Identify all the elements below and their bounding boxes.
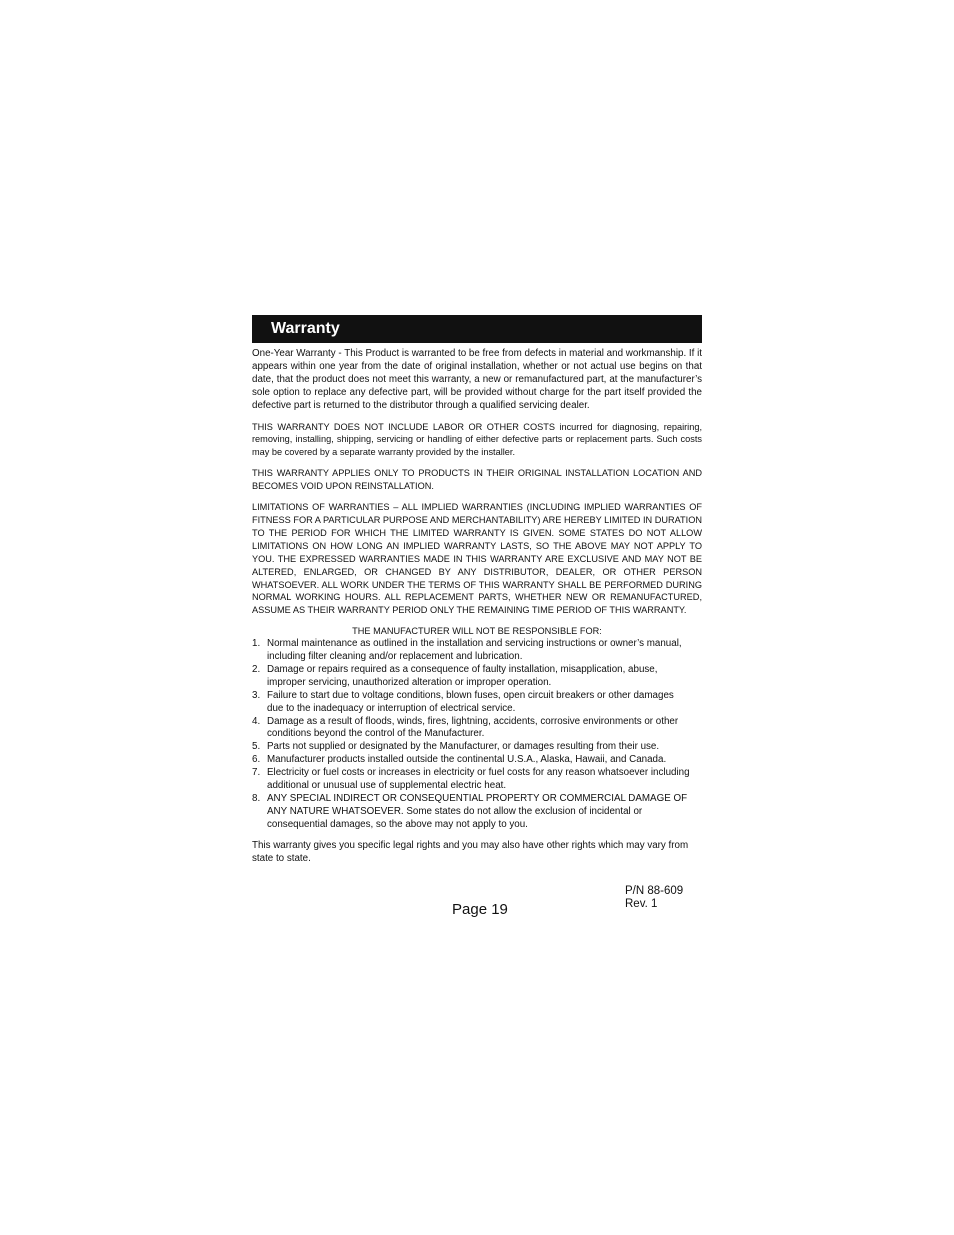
section-title: Warranty xyxy=(271,320,340,337)
list-item-text: ANY SPECIAL INDIRECT OR CONSEQUENTIAL PROPERTY OR COMMERCIAL DAMAGE OF ANY NATURE WHATSOEVER. Some states do not allow the exclusion of incidental or consequential damages, so the above may not apply to you. xyxy=(267,793,688,830)
warranty-paragraph-limitations: LIMITATIONS OF WARRANTIES – ALL IMPLIED WARRANTIES (INCLUDING IMPLIED WARRANTIES OF FITNESS FOR A PARTICULAR PURPOSE AND MERCHANTABILITY) ARE HEREBY LIMITED IN DURATION TO THE PERIOD FOR WHICH THE LIMITED WARRANTY IS GIVEN. SOME STATES DO NOT ALLOW LIMITATIONS ON HOW LONG AN IMPLIED WARRANTY LASTS, SO THE ABOVE MAY NOT APPLY TO YOU. THE EXPRESSED WARRANTIES MADE IN THIS WARRANTY ARE EXCLUSIVE AND MAY NOT BE ALTERED, ENLARGED, OR CHANGED BY ANY DISTRIBUTOR, DEALER, OR OTHER PERSON WHATSOEVER. ALL WORK UNDER THE TERMS OF THIS WARRANTY SHALL BE PERFORMED DURING NORMAL WORKING HOURS. ALL REPLACEMENT PARTS, WHETHER NEW OR REMANUFACTURED, ASSUME AS THEIR WARRANTY PERIOD ONLY THE REMAINING TIME PERIOD OF THIS WARRANTY. xyxy=(252,502,702,616)
list-item xyxy=(252,754,702,767)
list-item-number: 7. xyxy=(252,767,261,779)
list-item-number: 3. xyxy=(252,689,261,701)
warranty-paragraph-one-year: One-Year Warranty - This Product is warranted to be free from defects in material and workmanship. If it appears within one year from the date of original installation, whether or not actual use begins on that date, that the product does not meet this warranty, a new or remanufactured part, at the manufacturer’s sole option to replace any defective part, will be provided without charge for the part itself provided the defective part is returned to the distributor through a qualified servicing dealer. xyxy=(252,348,702,411)
exclusions-list xyxy=(252,638,702,832)
list-item xyxy=(252,767,702,793)
list-item xyxy=(252,690,702,716)
section-title-bar xyxy=(252,315,702,343)
list-item-number: 6. xyxy=(252,754,261,766)
revision: Rev. 1 xyxy=(625,898,658,910)
list-item-number: 1. xyxy=(252,638,261,650)
list-item xyxy=(252,638,702,664)
list-item-number: 8. xyxy=(252,793,261,804)
list-item-text: Normal maintenance as outlined in the installation and servicing instructions or owner’s manual, including filter cleaning and/or replacement and lubrication. xyxy=(267,638,682,663)
list-item-text: Damage as a result of floods, winds, fires, lightning, accidents, corrosive environments or other conditions beyond the control of the Manufacturer. xyxy=(267,715,679,740)
list-item xyxy=(252,716,702,742)
page-number: Page 19 xyxy=(452,901,508,918)
closing-paragraph: This warranty gives you specific legal rights and you may also have other rights which may vary from state to state. xyxy=(252,839,689,864)
list-item-text: Parts not supplied or designated by the Manufacturer, or damages resulting from their use. xyxy=(267,741,660,753)
list-item xyxy=(252,793,702,832)
list-item xyxy=(252,664,702,690)
list-item-text: Electricity or fuel costs or increases in electricity or fuel costs for any reason whatsoever including additional or unusual use of supplemental electric heat. xyxy=(267,767,690,792)
part-number: P/N 88-609 xyxy=(625,885,684,897)
list-item xyxy=(252,741,702,754)
part-number-block xyxy=(625,885,683,911)
list-item-number: 4. xyxy=(252,715,261,727)
warranty-paragraph-location: THIS WARRANTY APPLIES ONLY TO PRODUCTS IN THEIR ORIGINAL INSTALLATION LOCATION AND BECOMES VOID UPON REINSTALLATION. xyxy=(252,468,702,492)
list-item-number: 2. xyxy=(252,663,261,675)
exclusions-heading: THE MANUFACTURER WILL NOT BE RESPONSIBLE FOR: xyxy=(352,626,602,637)
list-item-text: Damage or repairs required as a consequence of faulty installation, misapplication, abuse, improper servicing, unauthorized alteration or improper operation. xyxy=(267,663,658,688)
list-item-text: Manufacturer products installed outside the continental U.S.A., Alaska, Hawaii, and Canada. xyxy=(267,754,667,766)
list-item-text: Failure to start due to voltage conditions, blown fuses, open circuit breakers or other damages due to the inadequacy or interruption of electrical service. xyxy=(267,689,674,714)
list-item-number: 5. xyxy=(252,741,261,753)
warranty-paragraph-labor: THIS WARRANTY DOES NOT INCLUDE LABOR OR OTHER COSTS incurred for diagnosing, repairing, removing, installing, shipping, servicing or handling of either defective parts or replacement parts. Such costs may be covered by a separate warranty provided by the installer. xyxy=(252,421,702,458)
warranty-body xyxy=(252,348,702,866)
